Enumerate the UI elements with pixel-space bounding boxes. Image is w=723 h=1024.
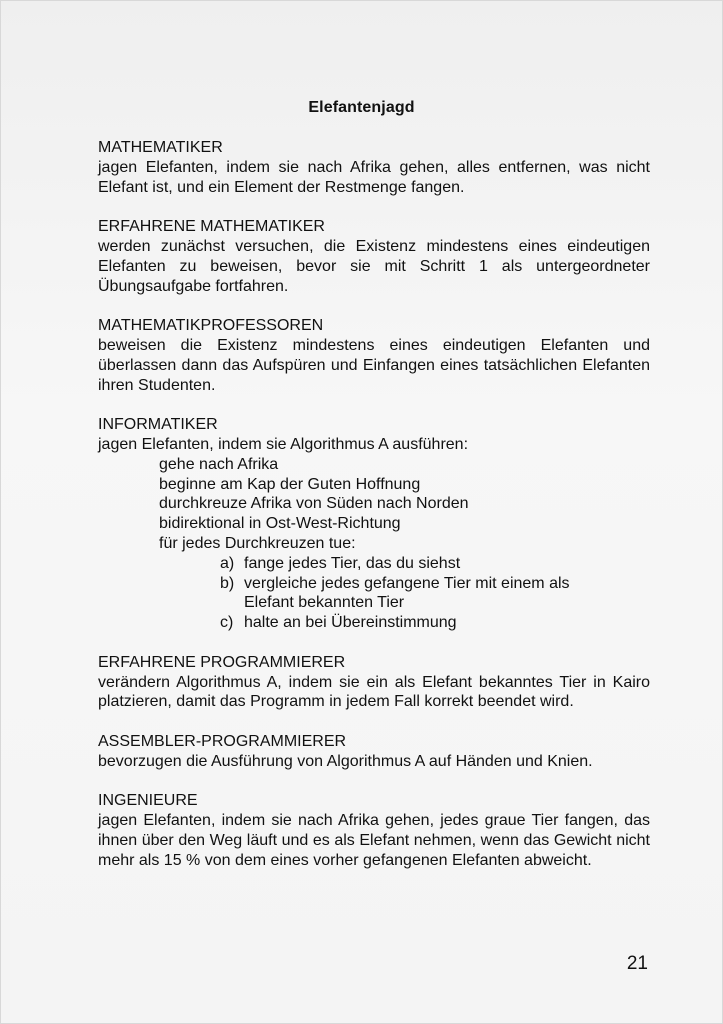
sub-step-text: halte an bei Übereinstimmung [244,614,457,632]
algorithm-step: gehe nach Afrika [159,455,279,473]
section-text: beweisen die Existenz mindestens eines eindeutigen Elefanten und überlassen dann das Aufspüren und Einfangen eines tatsächlichen Elefanten ihren Studenten. [98,336,650,394]
sub-step-text: vergleiche jedes gefangene Tier mit einem als Elefant bekannten Tier [244,574,570,612]
section-heading: MATHEMATIKPROFESSOREN [98,317,324,335]
sub-step-marker: b) [220,574,235,592]
sub-step-marker: a) [220,554,235,572]
algorithm-step: beginne am Kap der Guten Hoffnung [159,475,421,493]
section-text: jagen Elefanten, indem sie Algorithmus A ausführen: [98,435,469,453]
section-text: werden zunächst versuchen, die Existenz mindestens eines eindeutigen Elefanten zu beweisen, bevor sie mit Schritt 1 als untergeordneter Übungsaufgabe fortfahren. [98,237,650,295]
section-heading: ERFAHRENE MATHEMATIKER [98,218,325,236]
section-mathematikprofessoren [98,316,650,395]
document-body [98,138,650,890]
section-heading: MATHEMATIKER [98,139,223,156]
section-heading: INGENIEURE [98,792,198,810]
sub-step-text: fange jedes Tier, das du siehst [244,554,461,572]
section-assembler-programmierer [98,732,650,772]
algorithm-sub-steps [220,554,650,633]
section-heading: ERFAHRENE PROGRAMMIERER [98,653,346,671]
section-ingenieure [98,791,650,870]
section-text: jagen Elefanten, indem sie nach Afrika gehen, alles entfernen, was nicht Elefant ist, und ein Element der Restmenge fangen. [98,158,650,196]
algorithm-steps [159,455,650,633]
algorithm-step: durchkreuze Afrika von Süden nach Norden [159,495,469,513]
sub-step-marker: c) [220,614,234,632]
section-informatiker [98,415,650,633]
section-erfahrene-mathematiker [98,217,650,296]
section-heading: INFORMATIKER [98,416,218,434]
document-title: Elefantenjagd [308,99,415,116]
section-text: bevorzugen die Ausführung von Algorithmus A auf Händen und Knien. [98,752,593,770]
section-text: verändern Algorithmus A, indem sie ein als Elefant bekanntes Tier in Kairo platzieren, damit das Programm in jedem Fall korrekt beendet wird. [98,673,650,711]
sub-step-c [220,613,650,633]
section-mathematiker [98,138,650,197]
section-erfahrene-programmierer [98,653,650,712]
sub-step-b [220,574,600,614]
page-number: 21 [626,953,648,974]
section-heading: ASSEMBLER-PROGRAMMIERER [98,732,347,750]
sub-step-a [220,554,650,574]
algorithm-step: für jedes Durchkreuzen tue: [159,534,356,552]
algorithm-step: bidirektional in Ost-West-Richtung [159,515,401,533]
section-text: jagen Elefanten, indem sie nach Afrika gehen, jedes graue Tier fangen, das ihnen über den Weg läuft und es als Elefant nehmen, wenn das Gewicht nicht mehr als 15 % von dem eines vorher gefangenen Elefanten abweicht. [98,812,650,869]
